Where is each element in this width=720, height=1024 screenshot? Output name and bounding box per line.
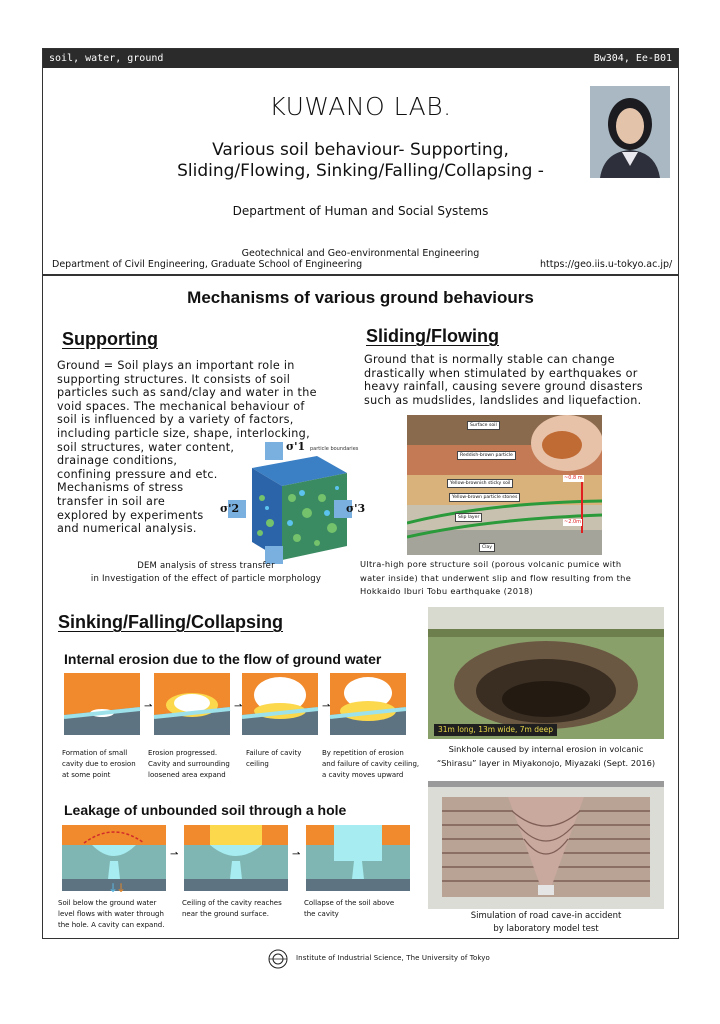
cube-annotation: particle boundaries xyxy=(310,446,359,452)
slope-label-6: Clay xyxy=(479,543,495,552)
supporting-line-10: Mechanisms of stress xyxy=(57,481,184,495)
erosion-heading: Internal erosion due to the flow of ground water xyxy=(64,651,382,667)
sigma3-label: σ'3 xyxy=(346,502,366,515)
dem-cube-figure xyxy=(220,438,366,568)
leakage-caption-3: Collapse of the soil above the cavity xyxy=(304,899,395,918)
sinking-heading: Sinking/Falling/Collapsing xyxy=(58,612,284,632)
leakage-diagrams xyxy=(62,825,412,895)
supporting-heading: Supporting xyxy=(62,329,158,349)
svg-text:⇀: ⇀ xyxy=(144,701,153,712)
sliding-line-2: drastically when stimulated by earthquakes or xyxy=(364,366,638,380)
supporting-line-4: void spaces. The mechanical behaviour of xyxy=(57,399,305,413)
dem-caption xyxy=(70,560,342,586)
supporting-line-5: soil is influenced by a variety of factors, xyxy=(57,413,294,427)
erosion-caption-3: Failure of cavity ceiling xyxy=(246,749,302,768)
footer-institute: Institute of Industrial Science, The University of Tokyo xyxy=(296,954,490,962)
erosion-captions xyxy=(62,748,422,788)
down-arrow-icon: ↓ xyxy=(108,881,119,895)
sinkhole-photo xyxy=(428,607,664,739)
lab-subtitle xyxy=(43,140,678,182)
supporting-line-11: transfer in soil are xyxy=(57,494,166,508)
header-divider xyxy=(43,274,678,276)
school-name: Department of Civil Engineering, Graduate School of Engineering xyxy=(52,259,363,270)
erosion-caption-1: Formation of small cavity due to erosion at some point xyxy=(62,749,136,779)
research-field: Geotechnical and Geo-environmental Engineering xyxy=(241,248,480,259)
model-caption-line-1: Simulation of road cave-in accident xyxy=(470,911,622,921)
dem-caption-line-2: in Investigation of the effect of particle morphology xyxy=(90,574,322,584)
sinkhole-dimensions: 31m long, 13m wide, 7m deep xyxy=(434,724,557,736)
model-caption-line-2: by laboratory model test xyxy=(493,924,599,934)
slope-label-3: Yellow-brownish sticky soil xyxy=(447,479,513,488)
erosion-caption-2: Erosion progressed. Cavity and surrounding loosened area expand xyxy=(148,749,230,779)
iis-logo-icon xyxy=(268,949,288,969)
dem-caption-line-1: DEM analysis of stress transfer xyxy=(137,561,275,571)
leakage-heading: Leakage of unbounded soil through a hole xyxy=(64,802,347,818)
leakage-caption-2: Ceiling of the cavity reaches near the ground surface. xyxy=(182,899,282,918)
supporting-line-2: supporting structures. It consists of soil xyxy=(57,372,291,386)
supporting-line-1: Ground = Soil plays an important role in xyxy=(57,359,295,372)
subtitle-line-2: Sliding/Flowing, Sinking/Falling/Collapsing - xyxy=(177,161,544,181)
slope-photo-labels xyxy=(407,415,602,555)
department: Department of Human and Social Systems xyxy=(232,204,489,218)
supporting-line-13: and numerical analysis. xyxy=(57,522,197,536)
supporting-line-3: particles such as sand/clay and water in the xyxy=(57,386,317,400)
sinkhole-caption-line-1: Sinkhole caused by internal erosion in volcanic xyxy=(448,744,644,754)
down-arrow-icon-orange: ↓ xyxy=(116,881,127,895)
sliding-text xyxy=(364,353,674,407)
supporting-line-7: soil structures, water content, xyxy=(57,440,235,454)
slope-label-1: Surface soil xyxy=(467,421,500,430)
erosion-caption-4: By repetition of erosion and failure of cavity ceiling, a cavity moves upward xyxy=(322,749,420,779)
sliding-line-3: heavy rainfall, causing severe ground disasters xyxy=(364,380,643,394)
subtitle-line-1: Various soil behaviour- Supporting, xyxy=(212,140,509,160)
topic-tags: soil, water, ground xyxy=(49,53,164,64)
svg-text:⇀: ⇀ xyxy=(170,849,179,860)
sliding-line-4: such as mudslides, landslides and liquefaction. xyxy=(364,393,642,407)
svg-text:⇀: ⇀ xyxy=(292,849,301,860)
supporting-line-8: drainage conditions, xyxy=(57,454,178,468)
slope-depth2-label: ~2.0m xyxy=(564,519,582,525)
sigma1-label: σ'1 xyxy=(286,440,306,453)
model-caption xyxy=(428,910,664,936)
erosion-diagrams xyxy=(64,673,409,737)
slope-depth1-label: ~0.8 m xyxy=(564,475,583,481)
lab-title: KUWANO LAB. xyxy=(269,92,452,121)
slope-label-2: Reddish-brown particle xyxy=(457,451,516,460)
leakage-captions xyxy=(58,898,418,934)
supporting-line-9: confining pressure and etc. xyxy=(57,467,218,481)
sinkhole-caption xyxy=(428,743,664,770)
sigma2-label: σ'2 xyxy=(220,502,240,515)
leakage-caption-1: Soil below the ground water level flows with water through the hole. A cavity can expand. xyxy=(58,899,165,929)
model-test-photo xyxy=(428,781,664,909)
sinkhole-caption-line-2: “Shirasu” layer in Miyakonojo, Miyazaki (Sept. 2016) xyxy=(436,757,656,768)
sliding-caption xyxy=(360,558,678,599)
slope-label-4: Yellow-brown particle stones xyxy=(449,493,520,502)
lab-url[interactable]: https://geo.iis.u-tokyo.ac.jp/ xyxy=(540,259,673,270)
supporting-line-6: including particle size, shape, interlocking, xyxy=(57,426,310,440)
supporting-line-12: explored by experiments xyxy=(57,508,204,522)
sliding-heading: Sliding/Flowing xyxy=(366,326,499,346)
professor-portrait xyxy=(590,86,670,178)
top-bar xyxy=(43,49,678,68)
sliding-line-1: Ground that is normally stable can change xyxy=(364,353,615,366)
sliding-caption-line-3: Hokkaido Iburi Tobu earthquake (2018) xyxy=(360,586,534,596)
sliding-caption-line-2: water inside) that underwent slip and flow resulting from the xyxy=(360,572,632,583)
svg-text:⇀: ⇀ xyxy=(234,701,243,712)
sliding-caption-line-1: Ultra-high pore structure soil (porous volcanic pumice with xyxy=(360,559,622,569)
slope-label-5: Slip layer xyxy=(455,513,482,522)
svg-text:⇀: ⇀ xyxy=(322,701,331,712)
room-code: Bw304, Ee-B01 xyxy=(593,53,672,64)
main-heading: Mechanisms of various ground behaviours xyxy=(187,288,534,307)
